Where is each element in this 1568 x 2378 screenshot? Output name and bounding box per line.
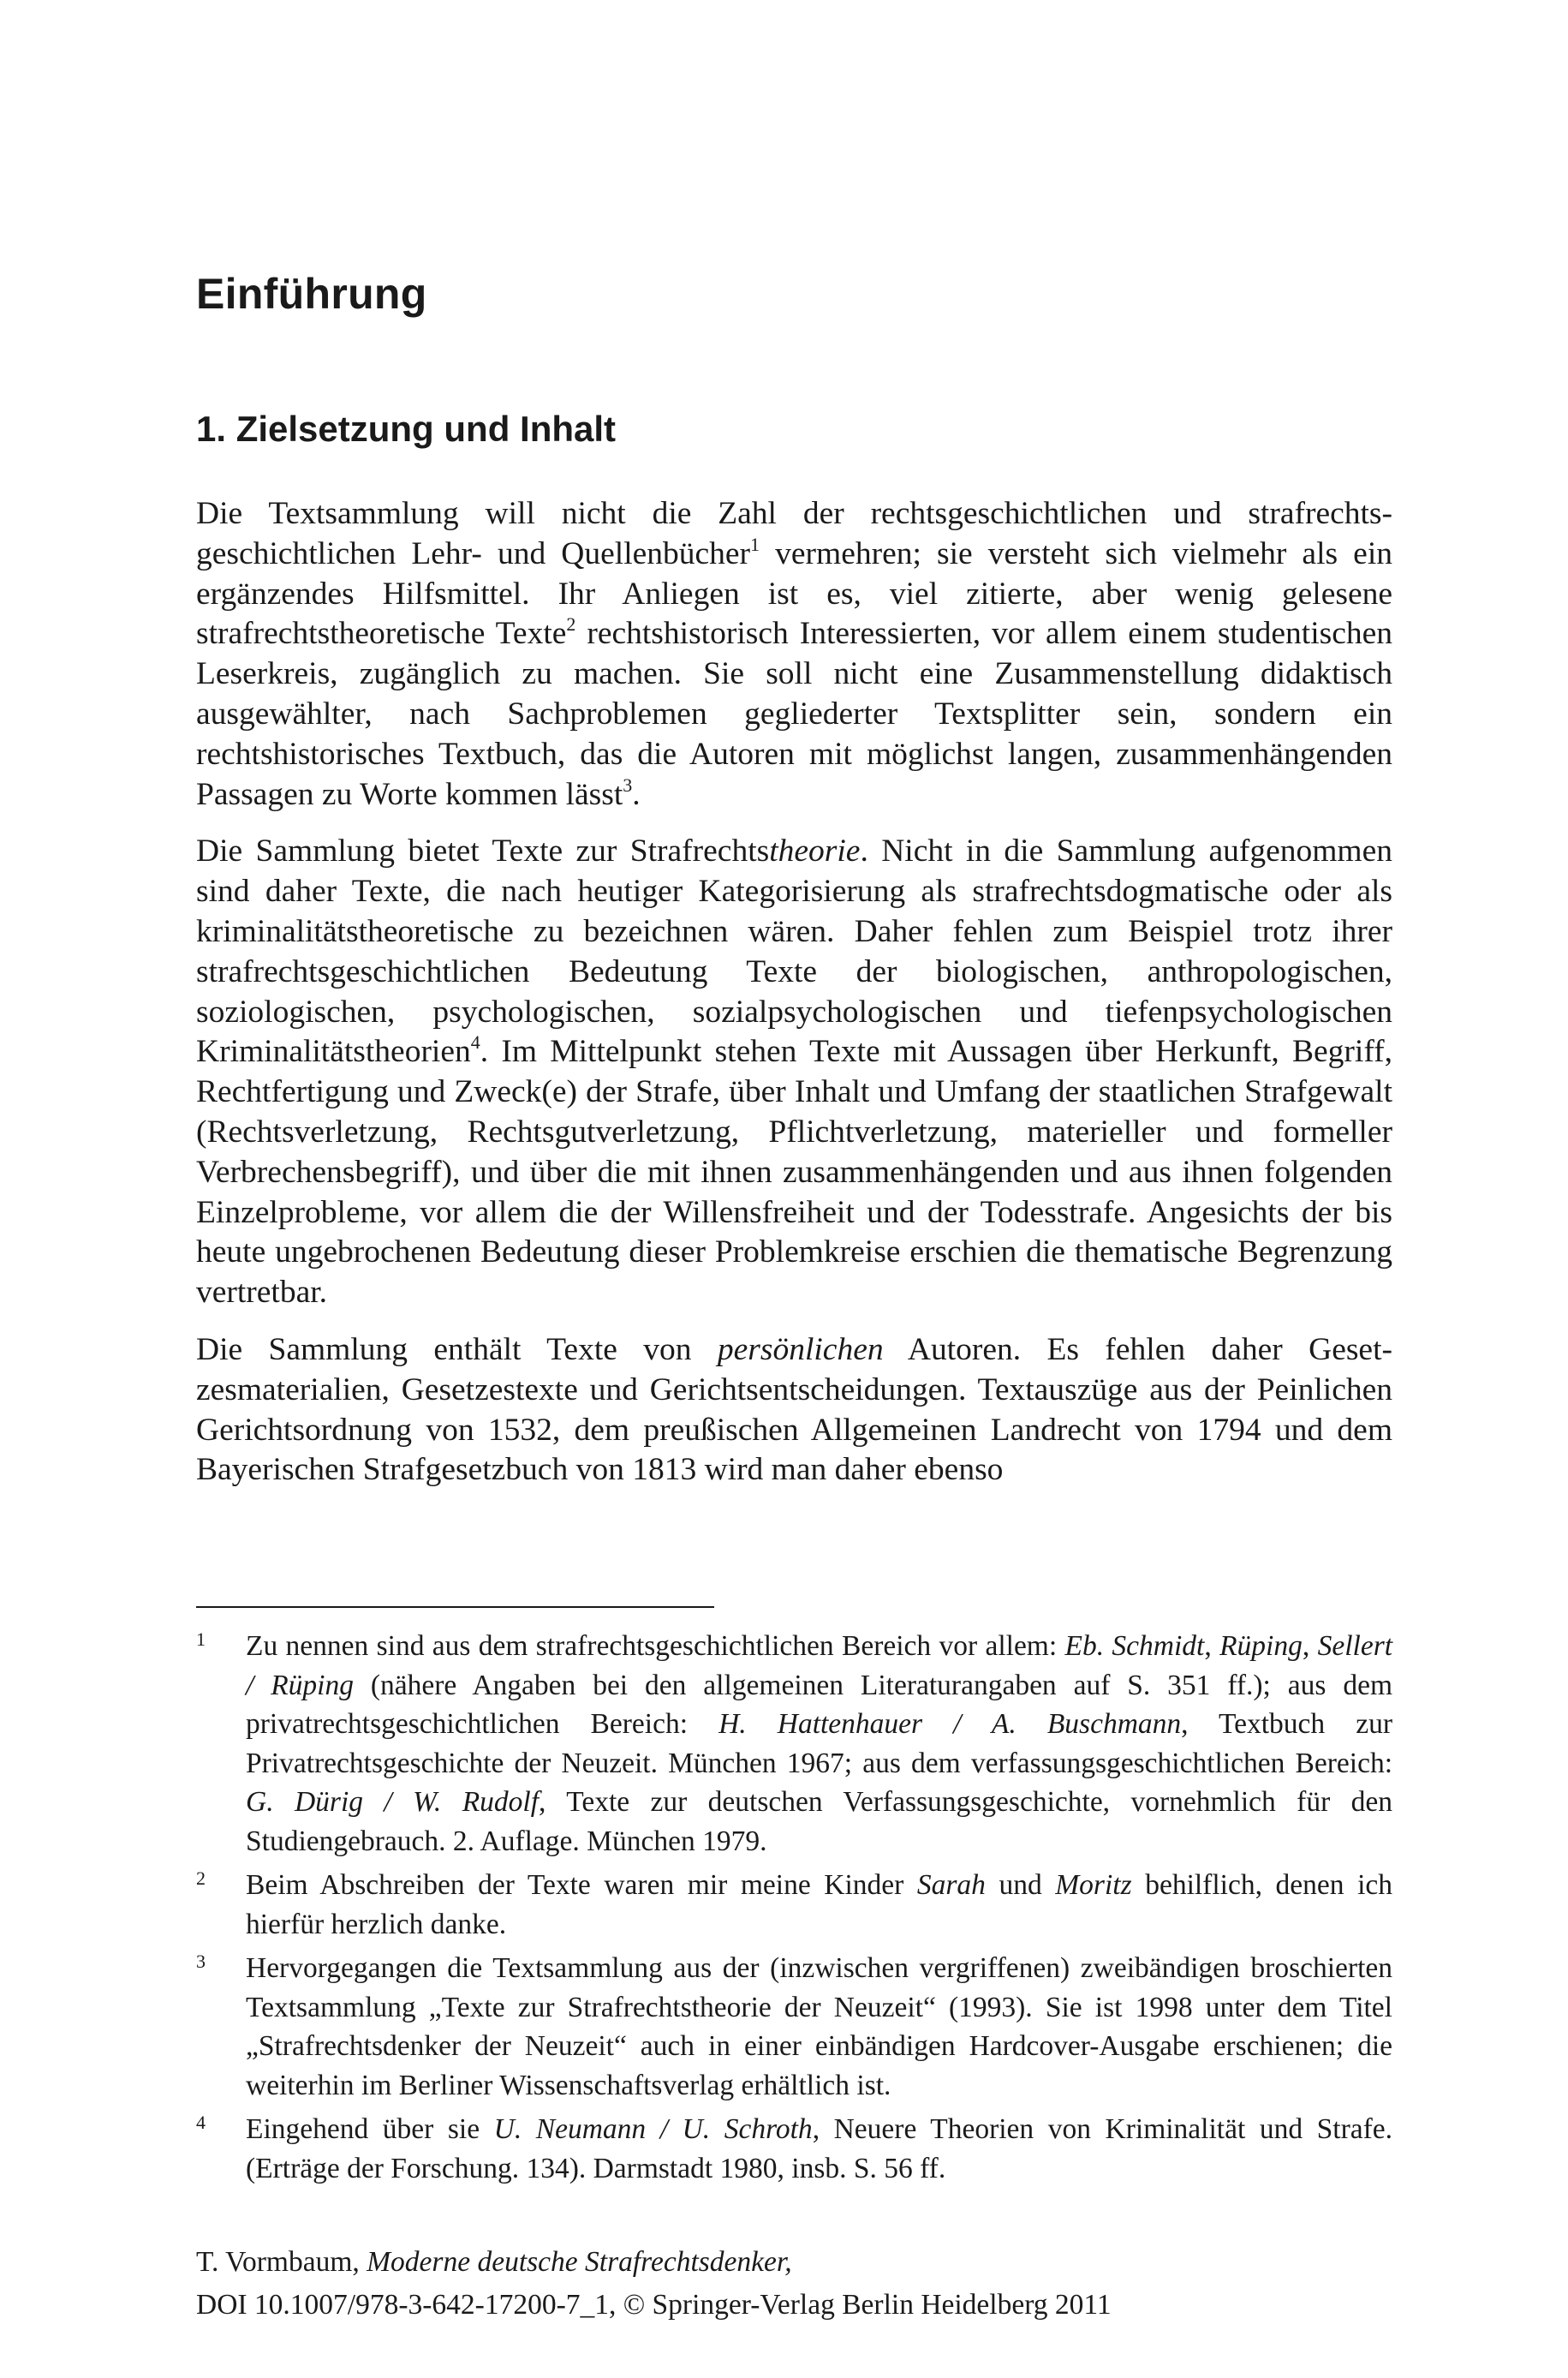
emphasis-theorie: theorie bbox=[769, 833, 861, 869]
footnote-text: Eingehend über sie U. Neumann / U. Schroth, Neuere Theorien von Kriminalität und Strafe. (Erträge der Forschung. 134). Darmstadt 1980, insb. S. 56 ff. bbox=[246, 2113, 1392, 2184]
footnote-ref-2[interactable]: 2 bbox=[566, 613, 576, 636]
footnote-ref-4[interactable]: 4 bbox=[470, 1031, 480, 1054]
section-heading: 1. Zielsetzung und Inhalt bbox=[196, 409, 617, 449]
footnote-2 bbox=[196, 1866, 1392, 1944]
footnote-ref-3[interactable]: 3 bbox=[623, 774, 633, 796]
doi-line[interactable]: DOI 10.1007/978-3-642-17200-7_1, © Springer-Verlag Berlin Heidelberg 2011 bbox=[196, 2289, 1112, 2321]
footnote-text: Beim Abschreiben der Texte waren mir meine Kinder Sarah und Moritz behilflich, denen ich hierfür herzlich danke. bbox=[246, 1869, 1392, 1940]
footnotes bbox=[196, 1627, 1392, 2193]
body-text bbox=[196, 494, 1392, 1491]
imprint bbox=[196, 2241, 1392, 2327]
footnote-text: Zu nennen sind aus dem strafrechtsgeschichtlichen Bereich vor allem: Eb. Schmidt, Rüping, Sellert / Rüping (nähere Angaben bei den allgemeinen Literaturangaben auf S. 351 ff.); aus dem privatrechtsgeschichtlichen Bereich: H. Hattenhauer / A. Buschmann, Textbuch zur Privatrechtsgeschichte der Neuzeit. München 1967; aus dem verfassungsgeschichtlichen Bereich: G. Dürig / W. Rudolf, Texte zur deutschen Verfassungsgeschichte, vornehmlich für den Studiengebrauch. 2. Auflage. München 1979. bbox=[246, 1630, 1393, 1857]
paragraph-1: Die Textsammlung will nicht die Zahl der rechtsgeschichtlichen und strafrechtsgeschichtlichen Lehr- und Quellenbücher$^1$ vermehren; sie versteht sich vielmehr als ein ergänzendes Hilfsmittel. Ihr Anliegen ist es, viel zitierte, aber wenig gelesene strafrechtstheoretische Texte$^2$ rechtshistorisch Interessierten, vor allem einem studentischen Leserkreis, zugänglich zu machen. Sie soll nicht eine Zusammenstellung didaktisch ausgewählter, nach Sachproblemen gegliederter Textsplitter sein, sondern ein rechtshistorisches Textbuch, das die Autoren mit möglichst langen, zusammenhängenden Passagen zu Worte kommen lässt$^3$. bbox=[196, 496, 1393, 812]
footnote-number: 1 bbox=[196, 1628, 206, 1650]
book-title: Moderne deutsche Strafrechtsdenker, bbox=[367, 2246, 792, 2278]
footnote-4 bbox=[196, 2110, 1392, 2188]
chapter-title: Einführung bbox=[196, 270, 427, 318]
footnote-number: 2 bbox=[196, 1867, 206, 1889]
footnote-number: 4 bbox=[196, 2112, 206, 2133]
footnote-1 bbox=[196, 1627, 1392, 1861]
author-name: T. Vormbaum, bbox=[196, 2246, 367, 2278]
paragraph-3: Die Sammlung enthält Texte von persönlichen Autoren. Es fehlen daher Gesetzesmaterialien, Gesetzestexte und Gerichtsentscheidungen. Textauszüge aus der Peinlichen Gerichtsordnung von 1532, dem preußischen Allgemeinen Landrecht von 1794 und dem Bayerischen Strafgesetzbuch von 1813 wird man daher ebenso bbox=[196, 1331, 1392, 1488]
footnote-ref-1[interactable]: 1 bbox=[750, 533, 760, 555]
footnote-number: 3 bbox=[196, 1951, 206, 1972]
citation-line bbox=[196, 2241, 1392, 2284]
emphasis-persoenlichen: persönlichen bbox=[717, 1331, 884, 1367]
footnote-text: Hervorgegangen die Textsammlung aus der (inzwischen vergriffenen) zweibändigen broschierten Textsammlung „Texte zur Strafrechtstheorie der Neuzeit“ (1993). Sie ist 1998 unter dem Titel „Strafrechtsdenker der Neuzeit“ auch in einer einbändigen Hardcover-Ausgabe erschienen; die weiterhin im Berliner Wissenschaftsverlag erhältlich ist. bbox=[246, 1952, 1392, 2101]
paragraph-2: Die Sammlung bietet Texte zur Strafrechtstheorie. Nicht in die Sammlung aufgenommen sind daher Texte, die nach heutiger Kategorisierung als strafrechtsdogmatische oder als kriminalitätstheoretische zu bezeichnen wären. Daher fehlen zum Beispiel trotz ihrer strafrechtsgeschichtlichen Bedeutung Texte der biologischen, anthropologischen, soziologischen, psychologischen, sozialpsychologischen und tiefenpsychologischen Kriminalitätstheorien$^4$. Im Mittelpunkt stehen Texte mit Aussagen über Herkunft, Begriff, Rechtfertigung und Zweck(e) der Strafe, über Inhalt und Umfang der staatlichen Strafgewalt (Rechtsverletzung, Rechtsgutverletzung, Pflichtverletzung, materieller und formeller Verbrechensbegriff), und über die mit ihnen zusammenhängenden und aus ihnen folgenden Einzelprobleme, vor allem die der Willensfreiheit und der Todesstrafe. Angesichts der bis heute ungebrochenen Bedeutung dieser Problemkreise erschien die thematische Begrenzung vertretbar. bbox=[196, 833, 1392, 1311]
footnote-divider bbox=[196, 1606, 714, 1608]
footnote-3 bbox=[196, 1949, 1392, 2105]
